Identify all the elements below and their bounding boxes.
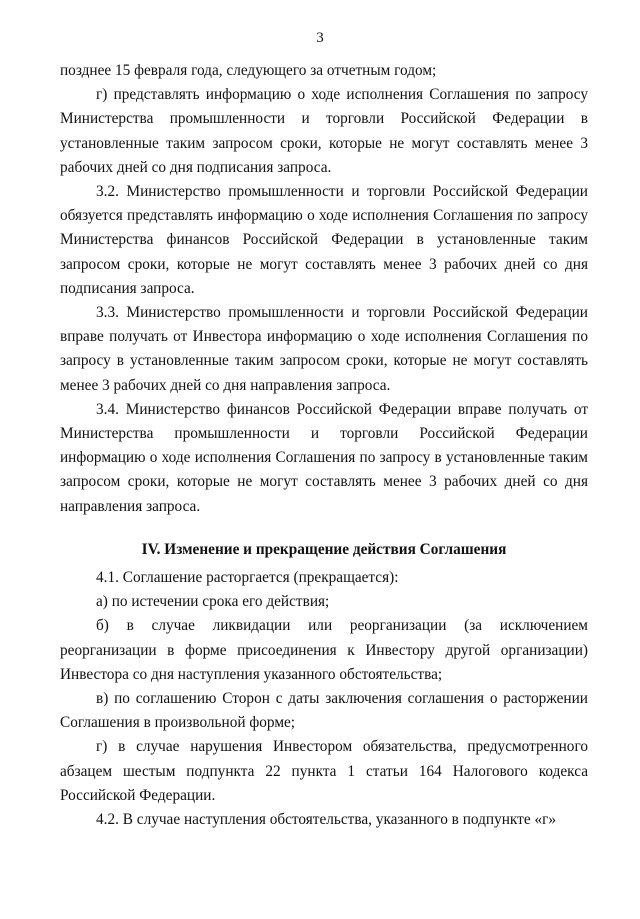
paragraph-4-1-g: г) в случае нарушения Инвестором обязательства, предусмотренного абзацем шестым подпункта 22 пункта 1 статьи 164 Налогового кодекса Российской Федерации. bbox=[60, 738, 588, 804]
paragraph-3-2: 3.2. Министерство промышленности и торговли Российской Федерации обязуется представлять информацию о ходе исполнения Соглашения по запросу Министерства финансов Российской Федерации в установленные таким запросом сроки, которые не могут составлять менее 3 рабочих дней со дня подписания запроса. bbox=[60, 183, 588, 297]
section-heading: IV. Изменение и прекращение действия Соглашения bbox=[141, 540, 507, 558]
paragraph-4-1: 4.1. Соглашение расторгается (прекращается): bbox=[96, 569, 399, 587]
paragraph-4-1-v: в) по соглашению Сторон с даты заключения соглашения о расторжении Соглашения в произвольной форме; bbox=[60, 690, 588, 732]
document-body bbox=[60, 59, 588, 832]
paragraph-4-2: 4.2. В случае наступления обстоятельства, указанного в подпункте «г» bbox=[96, 811, 557, 829]
paragraph-continuation: позднее 15 февраля года, следующего за отчетным годом; bbox=[60, 62, 437, 79]
paragraph-3-4: 3.4. Министерство финансов Российской Федерации вправе получать от Министерства промышленности и торговли Российской Федерации информацию о ходе исполнения Соглашения по запросу в установленные таким запросом сроки, которые не могут составлять менее 3 рабочих дней со дня направления запроса. bbox=[60, 400, 588, 515]
paragraph-item-g: г) представлять информацию о ходе исполнения Соглашения по запросу Министерства промышленности и торговли Российской Федерации в установленные таким запросом сроки, которые не могут составлять менее 3 рабочих дней со дня подписания запроса. bbox=[60, 86, 588, 176]
paragraph-4-1-b: б) в случае ликвидации или реорганизации (за исключением реорганизации в форме присоединения к Инвестору другой организации) Инвестора со дня наступления указанного обстоятельства; bbox=[60, 617, 588, 683]
paragraph-4-1-a: а) по истечении срока его действия; bbox=[96, 593, 330, 611]
paragraph-3-3: 3.3. Министерство промышленности и торговли Российской Федерации вправе получать от Инвестора информацию о ходе исполнения Соглашения по запросу в установленные таким запросом сроки, которые не могут составлять менее 3 рабочих дней со дня направления запроса. bbox=[60, 304, 588, 394]
page-number: 3 bbox=[316, 30, 324, 46]
